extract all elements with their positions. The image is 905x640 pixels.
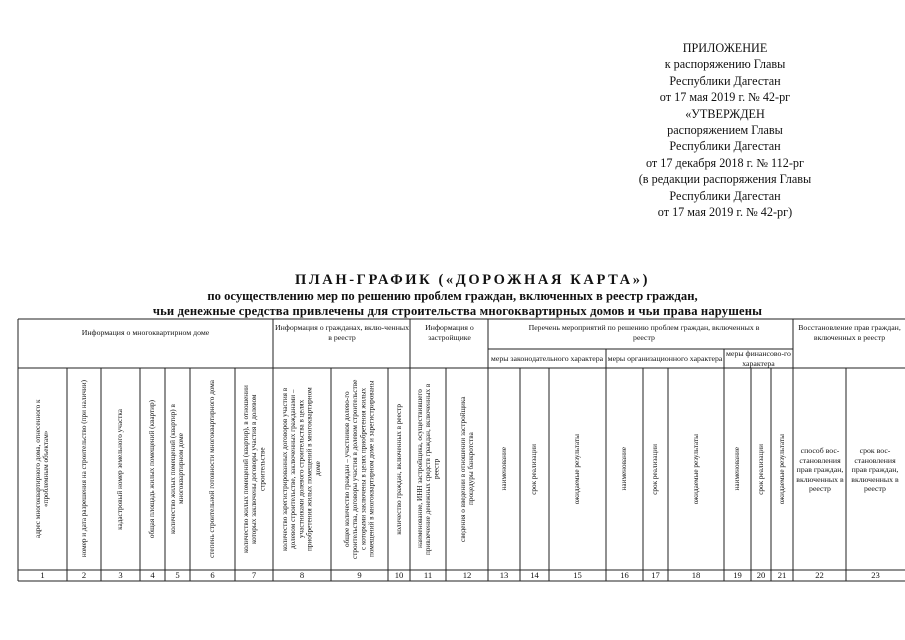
subgroup-organizational: меры организационного характера — [607, 354, 723, 364]
column-header-12: сведения о введении в отношении застройщика процедуры банкротства — [458, 396, 475, 542]
column-number: 8 — [299, 570, 305, 580]
column-header-19: наименование — [733, 447, 742, 491]
column-number: 21 — [777, 570, 787, 580]
column-number: 1 — [40, 570, 45, 580]
column-header-16: наименование — [620, 447, 629, 491]
approval-line: «УТВЕРЖДЕН — [685, 106, 765, 121]
column-header-23: срок вос-становления прав граждан, включенных в реестр — [851, 446, 899, 494]
column-number: 15 — [573, 570, 582, 580]
column-header-22: способ вос-становления прав граждан, включенных в реестр — [796, 446, 844, 494]
column-header-2: номер и дата разрешения на строительство (при наличии) — [79, 380, 88, 558]
group-header-house: Информация о многоквартирном доме — [81, 328, 210, 338]
approval-line: к распоряжению Главы — [664, 57, 786, 72]
approval-line: (в редакции распоряжения Главы — [638, 172, 812, 187]
approval-line: распоряжением Главы — [667, 123, 783, 138]
column-number: 20 — [756, 570, 766, 580]
column-number: 2 — [81, 570, 87, 580]
approval-line: Республики Дагестан — [669, 188, 781, 203]
column-header-21: ожидаемые результаты — [777, 433, 786, 505]
title-main: ПЛАН-ГРАФИК («ДОРОЖНАЯ КАРТА») — [294, 272, 651, 288]
column-header-14: срок реализации — [530, 443, 539, 495]
group-header-measures: Перечень мероприятий по решению проблем граждан, включенных в реестр — [528, 323, 760, 342]
column-number: 11 — [423, 570, 433, 580]
column-header-3: кадастровый номер земельного участка — [116, 408, 125, 530]
column-number: 5 — [175, 570, 180, 580]
column-number: 12 — [462, 570, 472, 580]
column-header-10: количество граждан, включенных в реестр — [394, 403, 403, 535]
group-header-restoration: Восстановление прав граждан, включенных в реестр — [798, 323, 901, 342]
column-header-15: ожидаемые результаты — [573, 433, 582, 505]
subgroup-legislative: меры законодательного характера — [490, 354, 604, 364]
column-header-4: общая площадь жилых помещений (квартир) — [148, 399, 157, 539]
column-header-1: адрес многоквартирного дома, отнесенного к «проблемным объектам» — [34, 399, 51, 539]
approval-line: от 17 декабря 2018 г. № 112-рг — [645, 155, 805, 170]
column-header-9: общее количество граждан – участников долево-го строительства, договоры участия в долевом строительстве с которыми заключены в целях приобретения жилых помещений в многоквартирном доме и зарегистрированы — [343, 379, 376, 559]
column-number: 16 — [620, 570, 629, 580]
subgroup-financial: меры финансово-го характера — [726, 349, 791, 368]
approval-line: Республики Дагестан — [669, 73, 781, 88]
column-number: 14 — [530, 570, 539, 580]
group-header-citizens: Информация о гражданах, вклю-ченных в реестр — [274, 323, 410, 342]
column-number: 19 — [733, 570, 742, 580]
column-header-18: ожидаемые результаты — [691, 433, 700, 505]
column-number: 23 — [871, 570, 880, 580]
column-number: 9 — [357, 570, 362, 580]
approval-line: ПРИЛОЖЕНИЕ — [682, 41, 768, 55]
approval-line: Республики Дагестан — [669, 139, 781, 154]
column-header-6: степень строительной готовности многоквартирного дома — [208, 380, 217, 558]
column-number: 6 — [210, 570, 215, 580]
column-number: 4 — [150, 570, 155, 580]
approval-line: от 17 мая 2019 г. № 42-рг — [659, 90, 791, 105]
column-header-11: наименование, ИНН застройщика, осуществившего привлечение денежных средств граждан, включенных в реестр — [415, 383, 441, 555]
title-subtitle-line-2: чьи денежные средства привлечены для строительства многоквартирных домов и чьи права нарушены — [152, 304, 763, 318]
column-number: 7 — [251, 570, 257, 580]
column-header-5: количество жилых помещений (квартир) в многоквартирном доме — [169, 404, 186, 534]
column-header-7: количество жилых помещений (квартир), в отношении которых заключены договоры участия в долевом строительстве — [241, 385, 267, 553]
column-header-20: срок реализации — [756, 443, 765, 495]
column-header-8: количество зарегистрированных договоров участия в долевом строительстве, заключенных гражданами – участниками долевого строительства в целях приобретения жилых помещений в многоквартирном доме — [281, 387, 323, 551]
approval-line: от 17 мая 2019 г. № 42-рг) — [657, 205, 793, 220]
group-header-developer: Информация о застройщике — [425, 323, 474, 342]
column-header-17: срок реализации — [651, 443, 660, 495]
column-number: 3 — [118, 570, 123, 580]
column-number: 18 — [691, 570, 701, 580]
column-number: 13 — [499, 570, 509, 580]
title-subtitle-line-1: по осуществлению мер по решению проблем граждан, включенных в реестр граждан, — [207, 289, 698, 303]
column-number: 10 — [394, 570, 404, 580]
column-number: 17 — [651, 570, 660, 580]
column-number: 22 — [815, 570, 824, 580]
column-header-13: наименование — [499, 447, 508, 491]
